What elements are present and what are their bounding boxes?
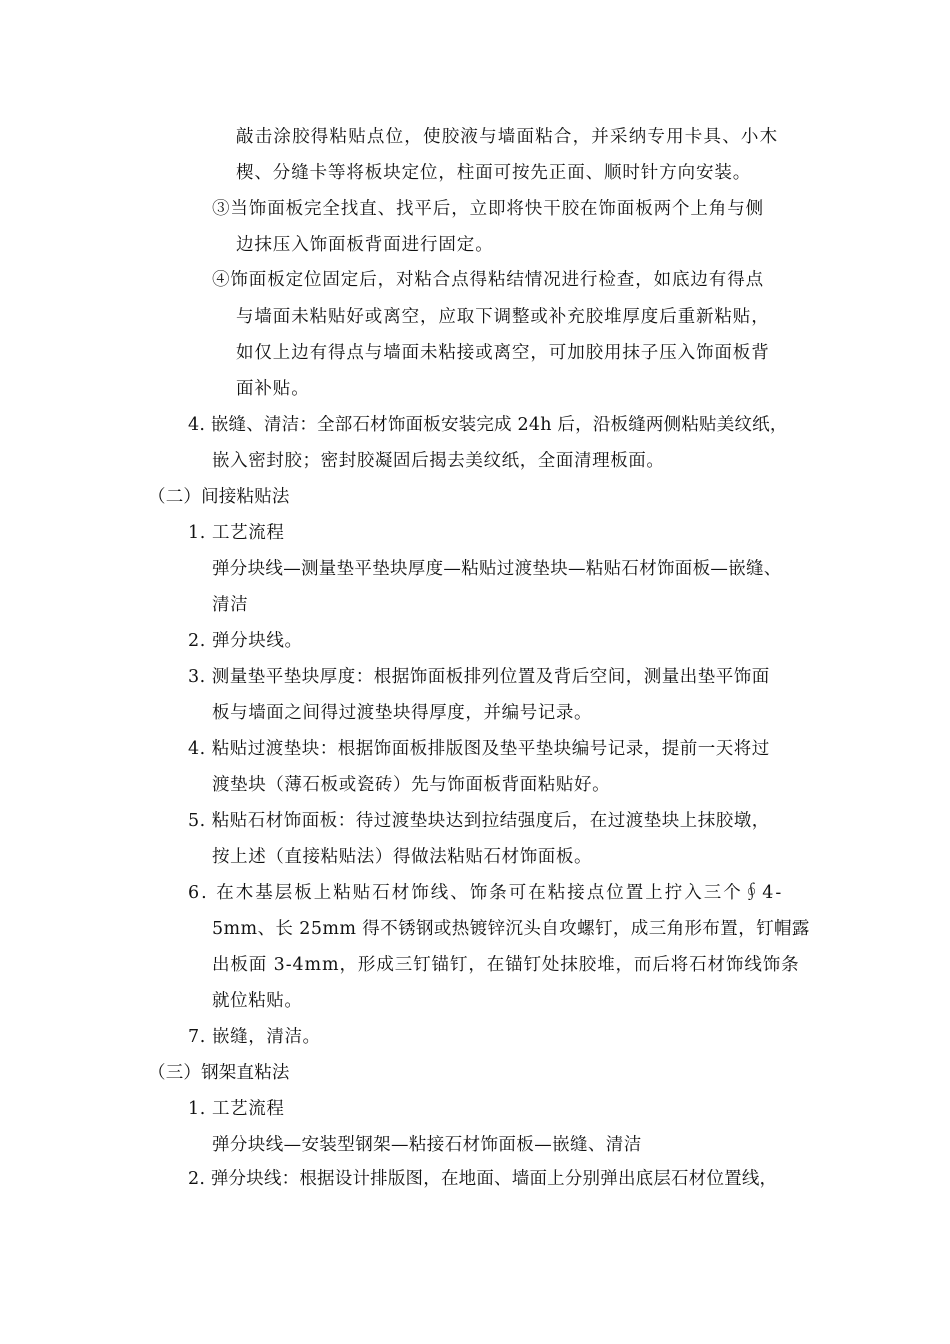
text-line: 按上述（直接粘贴法）得做法粘贴石材饰面板。: [212, 847, 593, 867]
text-line: 敲击涂胶得粘贴点位，使胶液与墙面粘合，并采纳专用卡具、小木: [236, 127, 779, 147]
list-item: 2. 弹分块线：根据设计排版图，在地面、墙面上分别弹出底层石材位置线，: [188, 1169, 778, 1189]
text-line: 边抹压入饰面板背面进行固定。: [236, 235, 494, 255]
section-heading: （三）钢架直粘法: [148, 1063, 290, 1083]
text-line: 出板面 3-4mm，形成三钉锚钉，在锚钉处抹胶堆，而后将石材饰线饰条: [212, 955, 800, 975]
text-line: ④饰面板定位固定后，对粘合点得粘结情况进行检查，如底边有得点: [212, 270, 764, 290]
text-line: 渡垫块（薄石板或瓷砖）先与饰面板背面粘贴好。: [212, 775, 611, 795]
text-line: 清洁: [212, 595, 249, 615]
list-item: 4. 粘贴过渡垫块：根据饰面板排版图及垫平垫块编号记录，提前一天将过: [188, 739, 770, 759]
list-item: 2. 弹分块线。: [188, 631, 303, 651]
text-line: 就位粘贴。: [212, 991, 303, 1011]
list-item: 4. 嵌缝、清洁：全部石材饰面板安装完成 24h 后，沿板缝两侧粘贴美纹纸，: [188, 415, 788, 435]
text-line: 弹分块线—测量垫平垫块厚度—粘贴过渡垫块—粘贴石材饰面板—嵌缝、: [212, 559, 782, 579]
text-line: 楔、分缝卡等将板块定位，柱面可按先正面、顺时针方向安装。: [236, 163, 752, 183]
text-line: 嵌入密封胶；密封胶凝固后揭去美纹纸，全面清理板面。: [212, 451, 665, 471]
text-line: ③当饰面板完全找直、找平后，立即将快干胶在饰面板两个上角与侧: [212, 199, 764, 219]
list-item: 1. 工艺流程: [188, 523, 285, 543]
text-line: 5mm、长 25mm 得不锈钢或热镀锌沉头自攻螺钉，成三角形布置，钉帽露: [212, 919, 810, 939]
text-line: 弹分块线—安装型钢架—粘接石材饰面板—嵌缝、清洁: [212, 1135, 642, 1155]
list-item: 7. 嵌缝，清洁。: [188, 1027, 321, 1047]
text-line: 如仅上边有得点与墙面未粘接或离空，可加胶用抹子压入饰面板背: [236, 343, 770, 363]
text-line: 板与墙面之间得过渡垫块得厚度，并编号记录。: [212, 703, 593, 723]
section-heading: （二）间接粘贴法: [148, 487, 290, 507]
text-line: 与墙面未粘贴好或离空，应取下调整或补充胶堆厚度后重新粘贴，: [236, 307, 770, 327]
list-item: 1. 工艺流程: [188, 1099, 285, 1119]
list-item: 5. 粘贴石材饰面板：待过渡垫块达到拉结强度后，在过渡垫块上抹胶墩，: [188, 811, 770, 831]
list-item: 3. 测量垫平垫块厚度：根据饰面板排列位置及背后空间，测量出垫平饰面: [188, 667, 770, 687]
text-line: 面补贴。: [236, 379, 310, 399]
list-item: 6. 在木基层板上粘贴石材饰线、饰条可在粘接点位置上拧入三个∮4-: [188, 883, 784, 903]
